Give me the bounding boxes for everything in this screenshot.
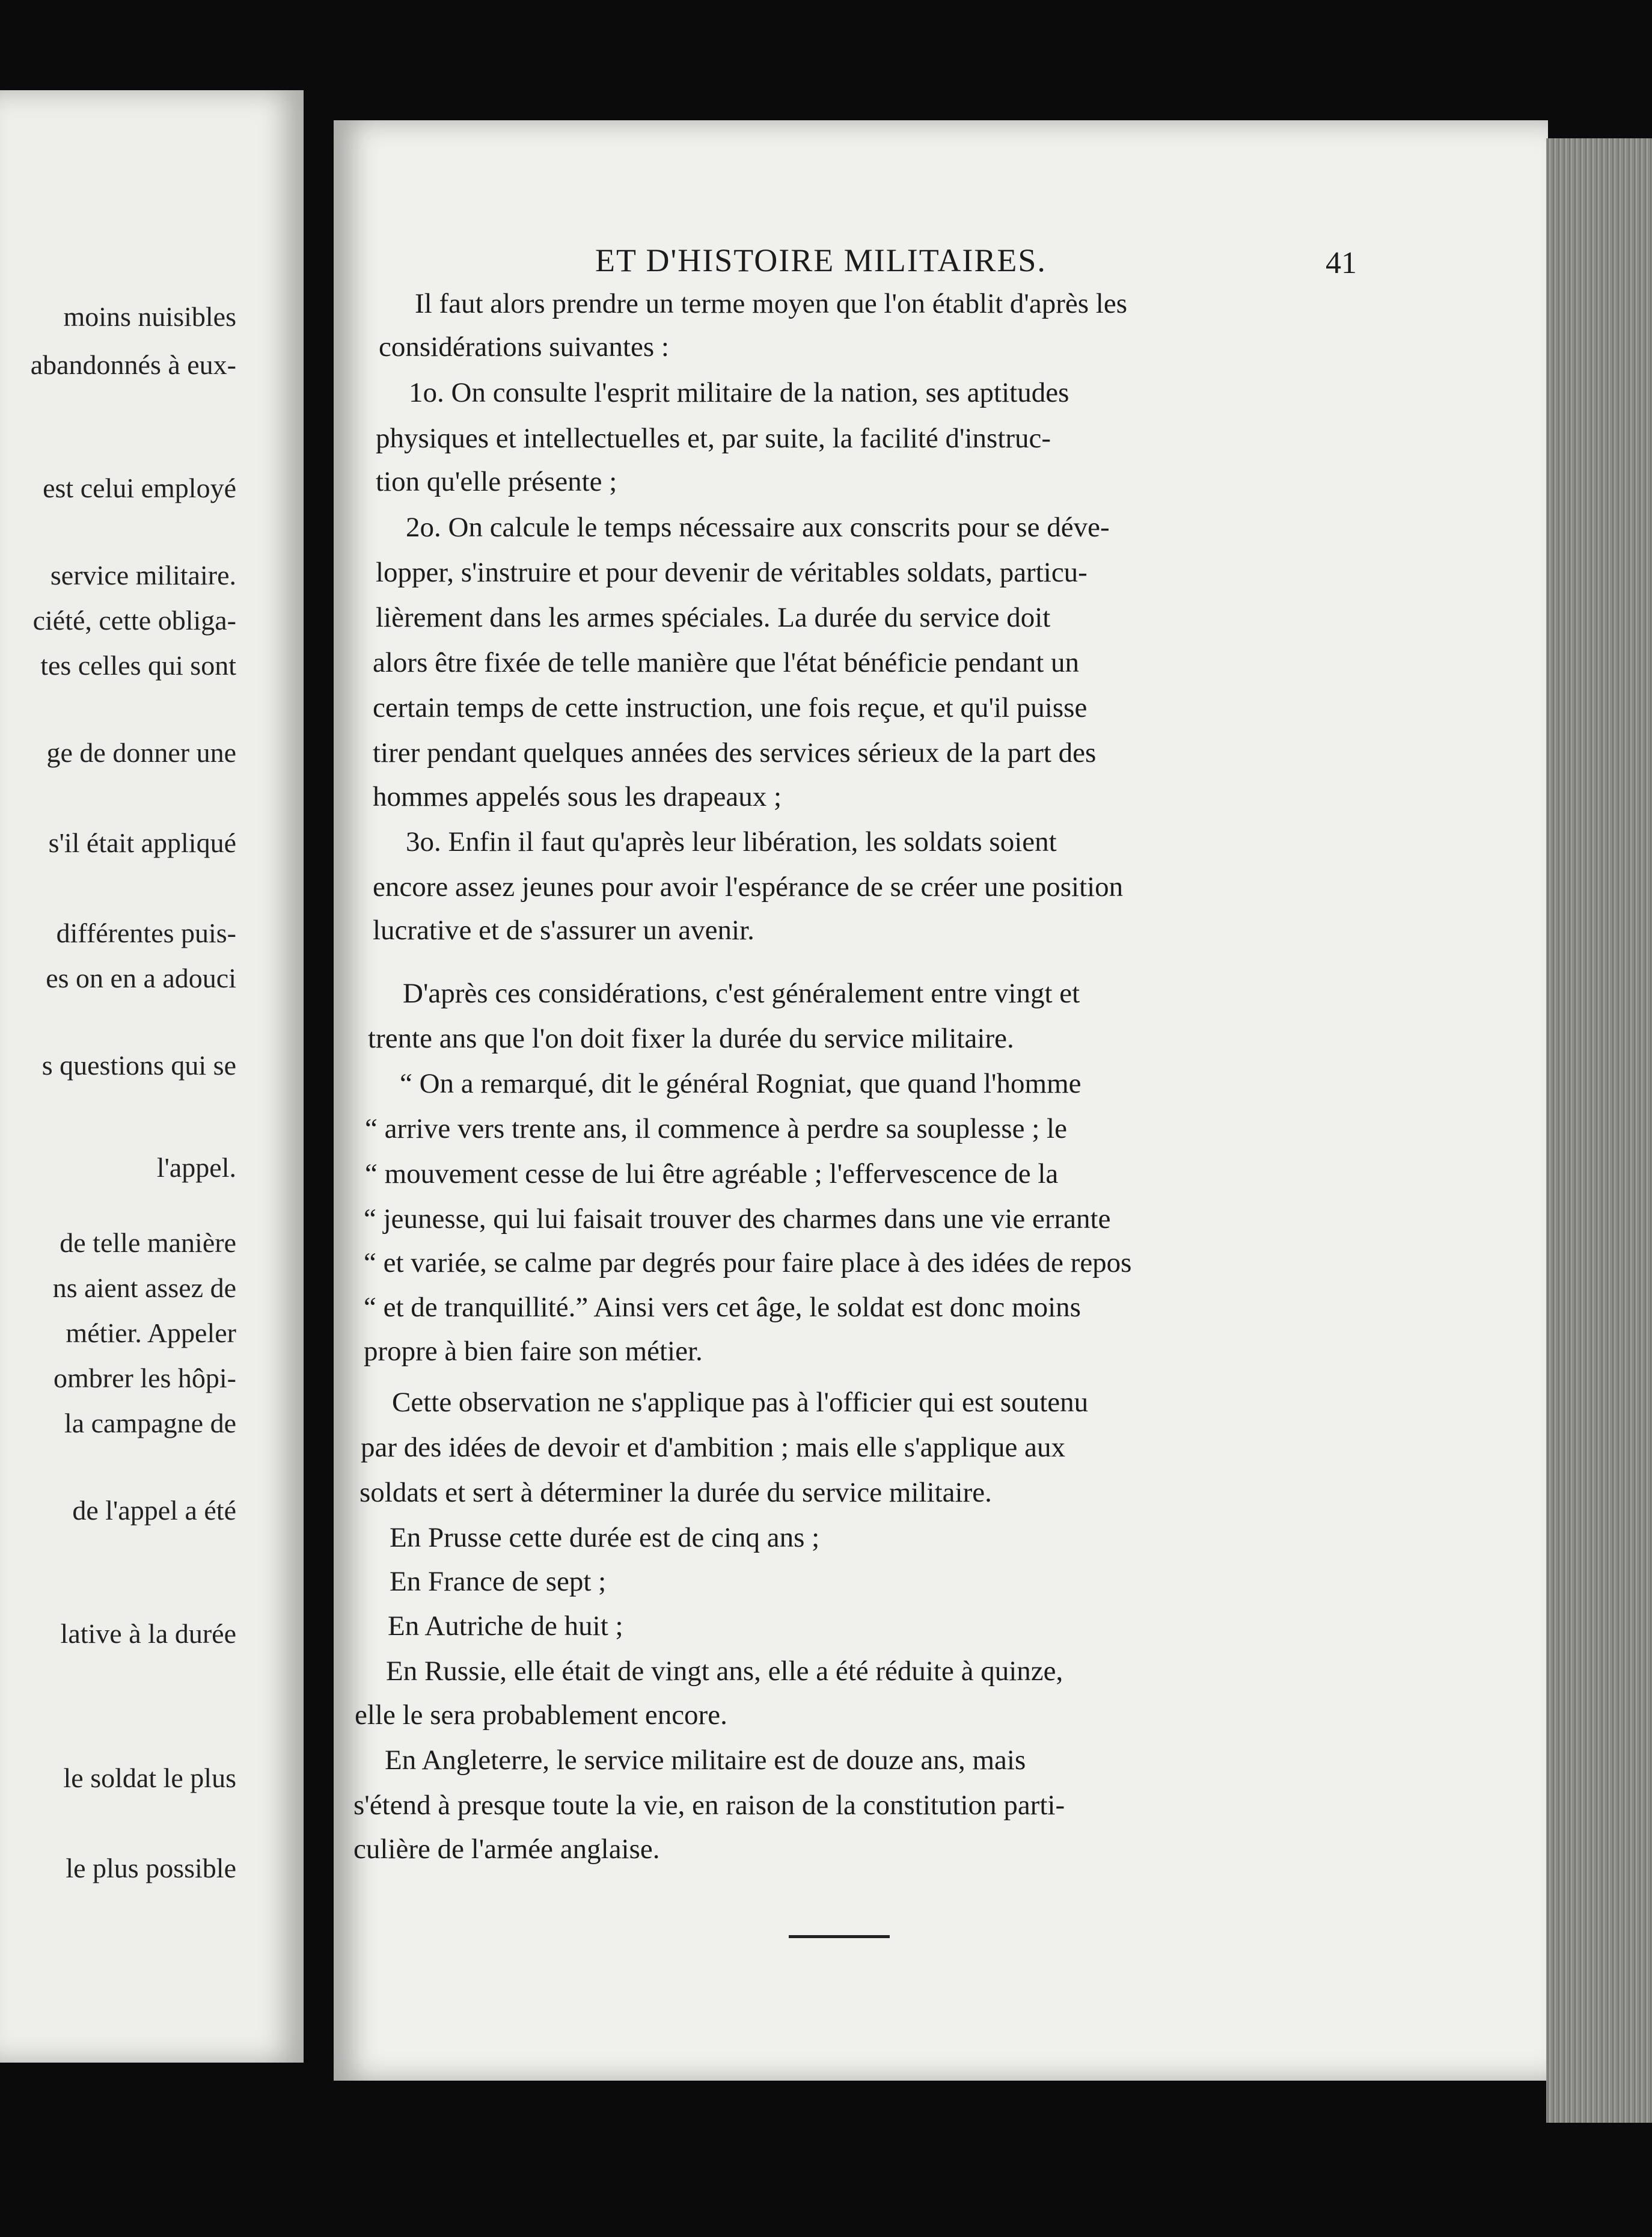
previous-page-line: tes celles qui sont [40, 650, 236, 681]
text-line: lopper, s'instruire et pour devenir de véritables soldats, particu- [376, 557, 1088, 588]
text-line: “ mouvement cesse de lui être agréable ; l'effervescence de la [365, 1158, 1059, 1189]
previous-page-line: l'appel. [156, 1152, 236, 1183]
previous-page-line: le soldat le plus [63, 1763, 236, 1793]
text-line: En Angleterre, le service militaire est de douze ans, mais [385, 1744, 1026, 1776]
text-line: s'étend à presque toute la vie, en raison de la constitution parti- [353, 1790, 1065, 1821]
text-line: alors être fixée de telle manière que l'état bénéficie pendant un [373, 647, 1080, 678]
previous-page-line: s'il était appliqué [48, 827, 236, 858]
previous-page-line: moins nuisibles [63, 301, 236, 332]
text-line: Cette observation ne s'applique pas à l'officier qui est soutenu [392, 1387, 1089, 1418]
text-line: “ et de tranquillité.” Ainsi vers cet âge, le soldat est donc moins [364, 1292, 1081, 1323]
previous-page-line: s questions qui se [41, 1050, 236, 1081]
previous-page-line: abandonnés à eux- [30, 349, 236, 380]
previous-page-line: lative à la durée [60, 1618, 236, 1649]
page-fore-edge [1546, 138, 1652, 2123]
text-line: encore assez jeunes pour avoir l'espérance de se créer une position [373, 871, 1124, 903]
text-line: soldats et sert à déterminer la durée du service militaire. [359, 1477, 992, 1508]
text-line: Il faut alors prendre un terme moyen que l'on établit d'après les [415, 288, 1128, 319]
end-rule [789, 1935, 890, 1938]
text-line: 1o. On consulte l'esprit militaire de la nation, ses aptitudes [409, 377, 1069, 408]
previous-page-line: de telle manière [60, 1227, 236, 1258]
text-line: 2o. On calcule le temps nécessaire aux conscrits pour se déve- [406, 512, 1110, 543]
page-number: 41 [1326, 246, 1357, 280]
running-head: ET D'HISTOIRE MILITAIRES. [595, 242, 1047, 278]
previous-page-line: ombrer les hôpi- [53, 1363, 236, 1393]
text-line: culière de l'armée anglaise. [353, 1833, 660, 1865]
text-line: propre à bien faire son métier. [364, 1336, 703, 1367]
book-page [334, 120, 1548, 2081]
text-line: par des idées de devoir et d'ambition ; mais elle s'applique aux [361, 1432, 1066, 1463]
text-line: “ arrive vers trente ans, il commence à perdre sa souplesse ; le [365, 1113, 1067, 1144]
previous-page [0, 90, 304, 2063]
text-line: hommes appelés sous les drapeaux ; [373, 781, 782, 812]
text-line: elle le sera probablement encore. [355, 1699, 727, 1731]
previous-page-line: métier. Appeler [66, 1318, 236, 1348]
text-line: tion qu'elle présente ; [376, 466, 617, 497]
previous-page-line: le plus possible [66, 1853, 236, 1883]
previous-page-line: est celui employé [43, 473, 236, 503]
text-line: 3o. Enfin il faut qu'après leur libération, les soldats soient [406, 826, 1057, 858]
text-line: “ et variée, se calme par degrés pour faire place à des idées de repos [364, 1247, 1132, 1278]
text-line: trente ans que l'on doit fixer la durée du service militaire. [368, 1023, 1014, 1054]
text-line: “ jeunesse, qui lui faisait trouver des charmes dans une vie errante [364, 1203, 1111, 1235]
previous-page-line: différentes puis- [56, 918, 236, 948]
text-line: physiques et intellectuelles et, par suite, la facilité d'instruc- [376, 423, 1051, 454]
text-line: “ On a remarqué, dit le général Rogniat, que quand l'homme [400, 1068, 1081, 1099]
text-line: En Russie, elle était de vingt ans, elle a été réduite à quinze, [386, 1656, 1063, 1687]
previous-page-line: la campagne de [64, 1408, 236, 1438]
previous-page-line: service militaire. [50, 560, 236, 591]
previous-page-line: ciété, cette obliga- [32, 605, 236, 636]
text-line: D'après ces considérations, c'est généralement entre vingt et [403, 978, 1080, 1009]
text-line: En Prusse cette durée est de cinq ans ; [390, 1522, 820, 1553]
text-line: lièrement dans les armes spéciales. La durée du service doit [376, 602, 1051, 633]
text-line: certain temps de cette instruction, une fois reçue, et qu'il puisse [373, 692, 1088, 723]
previous-page-line: es on en a adouci [46, 963, 236, 993]
previous-page-line: ge de donner une [46, 737, 236, 768]
text-line: considérations suivantes : [379, 331, 669, 363]
text-line: En France de sept ; [390, 1566, 607, 1597]
text-line: tirer pendant quelques années des services sérieux de la part des [373, 737, 1097, 769]
previous-page-line: ns aient assez de [52, 1272, 236, 1303]
previous-page-line: de l'appel a été [72, 1495, 236, 1526]
text-line: lucrative et de s'assurer un avenir. [373, 915, 754, 946]
text-line: En Autriche de huit ; [388, 1610, 623, 1642]
